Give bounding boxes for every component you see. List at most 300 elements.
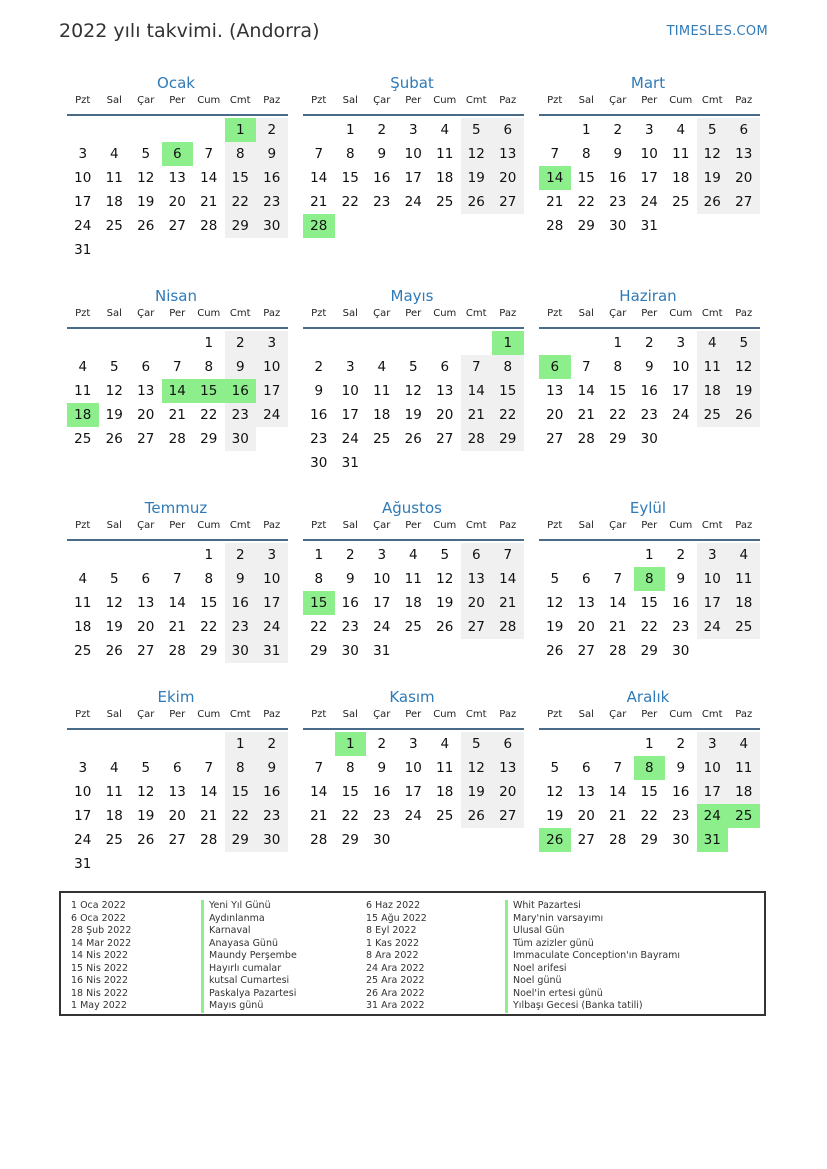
day-cell[interactable]: 1 <box>204 335 214 351</box>
day-cell[interactable]: 6 <box>581 571 591 587</box>
day-cell[interactable]: 14 <box>609 595 627 611</box>
day-cell[interactable]: 20 <box>577 808 595 824</box>
day-cell[interactable]: 7 <box>581 359 591 375</box>
day-cell[interactable]: 14 <box>200 170 218 186</box>
day-cell[interactable]: 25 <box>697 403 729 427</box>
day-cell[interactable]: 6 <box>581 760 591 776</box>
day-cell[interactable]: 17 <box>341 407 359 423</box>
day-cell[interactable]: 24 <box>373 619 391 635</box>
day-cell[interactable]: 29 <box>225 214 257 238</box>
day-cell[interactable]: 2 <box>225 331 257 355</box>
day-cell[interactable]: 8 <box>204 359 214 375</box>
day-cell[interactable]: 6 <box>440 359 450 375</box>
day-cell[interactable]: 11 <box>74 595 92 611</box>
day-cell[interactable]: 11 <box>436 760 454 776</box>
day-cell[interactable]: 2 <box>377 122 387 138</box>
holiday-day-cell[interactable]: 6 <box>539 355 571 379</box>
day-cell[interactable]: 22 <box>341 194 359 210</box>
day-cell[interactable]: 21 <box>546 194 564 210</box>
day-cell[interactable]: 29 <box>492 427 524 451</box>
day-cell[interactable]: 27 <box>577 832 595 848</box>
day-cell[interactable]: 26 <box>137 832 155 848</box>
day-cell[interactable]: 23 <box>225 403 257 427</box>
day-cell[interactable]: 26 <box>461 804 493 828</box>
day-cell[interactable]: 5 <box>440 547 450 563</box>
day-cell[interactable]: 28 <box>546 218 564 234</box>
day-cell[interactable]: 4 <box>440 122 450 138</box>
day-cell[interactable]: 24 <box>256 403 288 427</box>
day-cell[interactable]: 20 <box>436 407 454 423</box>
day-cell[interactable]: 13 <box>137 595 155 611</box>
day-cell[interactable]: 20 <box>728 166 760 190</box>
day-cell[interactable]: 14 <box>310 784 328 800</box>
day-cell[interactable]: 30 <box>310 455 328 471</box>
day-cell[interactable]: 23 <box>225 615 257 639</box>
day-cell[interactable]: 4 <box>697 331 729 355</box>
day-cell[interactable]: 18 <box>728 591 760 615</box>
day-cell[interactable]: 7 <box>204 760 214 776</box>
day-cell[interactable]: 25 <box>373 431 391 447</box>
day-cell[interactable]: 4 <box>440 736 450 752</box>
day-cell[interactable]: 21 <box>609 808 627 824</box>
day-cell[interactable]: 10 <box>640 146 658 162</box>
day-cell[interactable]: 18 <box>436 170 454 186</box>
day-cell[interactable]: 19 <box>461 166 493 190</box>
day-cell[interactable]: 27 <box>168 218 186 234</box>
day-cell[interactable]: 5 <box>550 760 560 776</box>
day-cell[interactable]: 19 <box>461 780 493 804</box>
day-cell[interactable]: 3 <box>408 122 418 138</box>
day-cell[interactable]: 27 <box>577 643 595 659</box>
day-cell[interactable]: 29 <box>225 828 257 852</box>
holiday-day-cell[interactable]: 26 <box>539 828 571 852</box>
day-cell[interactable]: 9 <box>256 142 288 166</box>
day-cell[interactable]: 15 <box>577 170 595 186</box>
day-cell[interactable]: 14 <box>310 170 328 186</box>
day-cell[interactable]: 28 <box>492 615 524 639</box>
day-cell[interactable]: 9 <box>613 146 623 162</box>
holiday-day-cell[interactable]: 18 <box>67 403 99 427</box>
day-cell[interactable]: 19 <box>137 808 155 824</box>
day-cell[interactable]: 27 <box>546 431 564 447</box>
day-cell[interactable]: 13 <box>168 784 186 800</box>
holiday-day-cell[interactable]: 25 <box>728 804 760 828</box>
day-cell[interactable]: 31 <box>640 218 658 234</box>
day-cell[interactable]: 24 <box>672 407 690 423</box>
day-cell[interactable]: 13 <box>492 756 524 780</box>
day-cell[interactable]: 22 <box>225 190 257 214</box>
day-cell[interactable]: 10 <box>74 784 92 800</box>
day-cell[interactable]: 8 <box>314 571 324 587</box>
day-cell[interactable]: 26 <box>137 218 155 234</box>
day-cell[interactable]: 7 <box>314 146 324 162</box>
day-cell[interactable]: 25 <box>436 194 454 210</box>
holiday-day-cell[interactable]: 31 <box>697 828 729 852</box>
day-cell[interactable]: 11 <box>672 146 690 162</box>
day-cell[interactable]: 20 <box>492 166 524 190</box>
day-cell[interactable]: 3 <box>78 760 88 776</box>
day-cell[interactable]: 12 <box>546 595 564 611</box>
day-cell[interactable]: 13 <box>461 567 493 591</box>
day-cell[interactable]: 16 <box>341 595 359 611</box>
day-cell[interactable]: 11 <box>404 571 422 587</box>
day-cell[interactable]: 12 <box>461 756 493 780</box>
day-cell[interactable]: 28 <box>168 431 186 447</box>
day-cell[interactable]: 21 <box>168 619 186 635</box>
day-cell[interactable]: 23 <box>310 431 328 447</box>
day-cell[interactable]: 10 <box>341 383 359 399</box>
day-cell[interactable]: 23 <box>672 619 690 635</box>
day-cell[interactable]: 6 <box>172 760 182 776</box>
day-cell[interactable]: 18 <box>373 407 391 423</box>
day-cell[interactable]: 6 <box>492 118 524 142</box>
day-cell[interactable]: 9 <box>377 146 387 162</box>
day-cell[interactable]: 23 <box>373 808 391 824</box>
day-cell[interactable]: 28 <box>609 643 627 659</box>
day-cell[interactable]: 18 <box>404 595 422 611</box>
day-cell[interactable]: 1 <box>204 547 214 563</box>
day-cell[interactable]: 24 <box>640 194 658 210</box>
day-cell[interactable]: 27 <box>492 804 524 828</box>
day-cell[interactable]: 17 <box>256 591 288 615</box>
day-cell[interactable]: 14 <box>200 784 218 800</box>
day-cell[interactable]: 31 <box>256 639 288 663</box>
day-cell[interactable]: 7 <box>461 355 493 379</box>
day-cell[interactable]: 24 <box>404 194 422 210</box>
day-cell[interactable]: 2 <box>345 547 355 563</box>
holiday-day-cell[interactable]: 14 <box>162 379 194 403</box>
day-cell[interactable]: 11 <box>697 355 729 379</box>
day-cell[interactable]: 21 <box>168 407 186 423</box>
day-cell[interactable]: 17 <box>697 780 729 804</box>
day-cell[interactable]: 16 <box>373 170 391 186</box>
day-cell[interactable]: 10 <box>697 567 729 591</box>
day-cell[interactable]: 13 <box>546 383 564 399</box>
day-cell[interactable]: 29 <box>341 832 359 848</box>
day-cell[interactable]: 5 <box>408 359 418 375</box>
day-cell[interactable]: 29 <box>310 643 328 659</box>
day-cell[interactable]: 17 <box>373 595 391 611</box>
day-cell[interactable]: 6 <box>728 118 760 142</box>
day-cell[interactable]: 4 <box>408 547 418 563</box>
day-cell[interactable]: 16 <box>640 383 658 399</box>
day-cell[interactable]: 9 <box>676 571 686 587</box>
day-cell[interactable]: 22 <box>341 808 359 824</box>
day-cell[interactable]: 31 <box>373 643 391 659</box>
day-cell[interactable]: 31 <box>74 242 92 258</box>
day-cell[interactable]: 25 <box>105 832 123 848</box>
day-cell[interactable]: 20 <box>461 591 493 615</box>
holiday-day-cell[interactable]: 6 <box>162 142 194 166</box>
day-cell[interactable]: 27 <box>492 190 524 214</box>
day-cell[interactable]: 25 <box>404 619 422 635</box>
day-cell[interactable]: 6 <box>461 543 493 567</box>
day-cell[interactable]: 17 <box>672 383 690 399</box>
day-cell[interactable]: 25 <box>74 643 92 659</box>
day-cell[interactable]: 10 <box>74 170 92 186</box>
day-cell[interactable]: 3 <box>644 122 654 138</box>
day-cell[interactable]: 5 <box>109 359 119 375</box>
day-cell[interactable]: 21 <box>461 403 493 427</box>
day-cell[interactable]: 4 <box>78 571 88 587</box>
day-cell[interactable]: 10 <box>256 355 288 379</box>
day-cell[interactable]: 26 <box>697 190 729 214</box>
day-cell[interactable]: 19 <box>436 595 454 611</box>
day-cell[interactable]: 28 <box>200 218 218 234</box>
day-cell[interactable]: 26 <box>404 431 422 447</box>
day-cell[interactable]: 25 <box>672 194 690 210</box>
day-cell[interactable]: 1 <box>225 732 257 756</box>
day-cell[interactable]: 15 <box>640 595 658 611</box>
day-cell[interactable]: 23 <box>341 619 359 635</box>
day-cell[interactable]: 25 <box>105 218 123 234</box>
day-cell[interactable]: 5 <box>141 760 151 776</box>
day-cell[interactable]: 14 <box>492 567 524 591</box>
day-cell[interactable]: 28 <box>200 832 218 848</box>
day-cell[interactable]: 26 <box>105 431 123 447</box>
day-cell[interactable]: 30 <box>672 643 690 659</box>
day-cell[interactable]: 28 <box>168 643 186 659</box>
day-cell[interactable]: 6 <box>141 359 151 375</box>
day-cell[interactable]: 30 <box>256 828 288 852</box>
day-cell[interactable]: 9 <box>644 359 654 375</box>
day-cell[interactable]: 27 <box>137 643 155 659</box>
day-cell[interactable]: 21 <box>492 591 524 615</box>
day-cell[interactable]: 12 <box>105 383 123 399</box>
day-cell[interactable]: 29 <box>640 832 658 848</box>
day-cell[interactable]: 17 <box>74 194 92 210</box>
day-cell[interactable]: 4 <box>377 359 387 375</box>
day-cell[interactable]: 18 <box>728 780 760 804</box>
day-cell[interactable]: 20 <box>577 619 595 635</box>
day-cell[interactable]: 9 <box>377 760 387 776</box>
day-cell[interactable]: 30 <box>609 218 627 234</box>
day-cell[interactable]: 12 <box>404 383 422 399</box>
day-cell[interactable]: 27 <box>137 431 155 447</box>
day-cell[interactable]: 2 <box>225 543 257 567</box>
day-cell[interactable]: 19 <box>105 407 123 423</box>
holiday-day-cell[interactable]: 1 <box>335 732 367 756</box>
day-cell[interactable]: 3 <box>78 146 88 162</box>
day-cell[interactable]: 12 <box>436 571 454 587</box>
day-cell[interactable]: 21 <box>577 407 595 423</box>
day-cell[interactable]: 1 <box>644 547 654 563</box>
day-cell[interactable]: 12 <box>697 142 729 166</box>
day-cell[interactable]: 26 <box>105 643 123 659</box>
day-cell[interactable]: 30 <box>373 832 391 848</box>
holiday-day-cell[interactable]: 8 <box>634 756 666 780</box>
day-cell[interactable]: 4 <box>728 543 760 567</box>
day-cell[interactable]: 10 <box>373 571 391 587</box>
day-cell[interactable]: 5 <box>550 571 560 587</box>
day-cell[interactable]: 14 <box>461 379 493 403</box>
day-cell[interactable]: 23 <box>256 190 288 214</box>
day-cell[interactable]: 13 <box>577 595 595 611</box>
day-cell[interactable]: 27 <box>168 832 186 848</box>
day-cell[interactable]: 7 <box>613 760 623 776</box>
day-cell[interactable]: 17 <box>256 379 288 403</box>
day-cell[interactable]: 18 <box>105 808 123 824</box>
day-cell[interactable]: 17 <box>74 808 92 824</box>
day-cell[interactable]: 28 <box>310 832 328 848</box>
day-cell[interactable]: 21 <box>200 808 218 824</box>
day-cell[interactable]: 4 <box>109 146 119 162</box>
day-cell[interactable]: 3 <box>256 543 288 567</box>
day-cell[interactable]: 9 <box>225 355 257 379</box>
day-cell[interactable]: 7 <box>172 571 182 587</box>
day-cell[interactable]: 8 <box>204 571 214 587</box>
day-cell[interactable]: 11 <box>105 170 123 186</box>
holiday-day-cell[interactable]: 15 <box>193 379 225 403</box>
day-cell[interactable]: 28 <box>461 427 493 451</box>
day-cell[interactable]: 13 <box>137 383 155 399</box>
day-cell[interactable]: 7 <box>613 571 623 587</box>
day-cell[interactable]: 20 <box>137 619 155 635</box>
day-cell[interactable]: 16 <box>672 595 690 611</box>
day-cell[interactable]: 26 <box>461 190 493 214</box>
day-cell[interactable]: 9 <box>345 571 355 587</box>
day-cell[interactable]: 25 <box>436 808 454 824</box>
day-cell[interactable]: 22 <box>577 194 595 210</box>
day-cell[interactable]: 15 <box>640 784 658 800</box>
day-cell[interactable]: 21 <box>200 194 218 210</box>
day-cell[interactable]: 12 <box>728 355 760 379</box>
day-cell[interactable]: 8 <box>225 142 257 166</box>
day-cell[interactable]: 5 <box>461 118 493 142</box>
day-cell[interactable]: 14 <box>168 595 186 611</box>
day-cell[interactable]: 30 <box>341 643 359 659</box>
day-cell[interactable]: 12 <box>105 595 123 611</box>
day-cell[interactable]: 26 <box>546 643 564 659</box>
day-cell[interactable]: 14 <box>577 383 595 399</box>
day-cell[interactable]: 18 <box>672 170 690 186</box>
day-cell[interactable]: 4 <box>78 359 88 375</box>
day-cell[interactable]: 19 <box>404 407 422 423</box>
day-cell[interactable]: 29 <box>577 218 595 234</box>
day-cell[interactable]: 20 <box>168 808 186 824</box>
holiday-day-cell[interactable]: 1 <box>225 118 257 142</box>
day-cell[interactable]: 16 <box>225 591 257 615</box>
day-cell[interactable]: 24 <box>697 615 729 639</box>
day-cell[interactable]: 28 <box>609 832 627 848</box>
day-cell[interactable]: 7 <box>204 146 214 162</box>
day-cell[interactable]: 21 <box>609 619 627 635</box>
day-cell[interactable]: 19 <box>697 166 729 190</box>
day-cell[interactable]: 13 <box>168 170 186 186</box>
day-cell[interactable]: 17 <box>404 170 422 186</box>
day-cell[interactable]: 22 <box>310 619 328 635</box>
day-cell[interactable]: 2 <box>644 335 654 351</box>
day-cell[interactable]: 18 <box>74 619 92 635</box>
day-cell[interactable]: 31 <box>341 455 359 471</box>
day-cell[interactable]: 17 <box>640 170 658 186</box>
day-cell[interactable]: 29 <box>640 643 658 659</box>
day-cell[interactable]: 18 <box>105 194 123 210</box>
day-cell[interactable]: 24 <box>256 615 288 639</box>
day-cell[interactable]: 18 <box>436 784 454 800</box>
day-cell[interactable]: 1 <box>613 335 623 351</box>
day-cell[interactable]: 6 <box>141 571 151 587</box>
day-cell[interactable]: 4 <box>109 760 119 776</box>
day-cell[interactable]: 13 <box>577 784 595 800</box>
day-cell[interactable]: 7 <box>314 760 324 776</box>
day-cell[interactable]: 29 <box>200 643 218 659</box>
day-cell[interactable]: 27 <box>436 431 454 447</box>
day-cell[interactable]: 24 <box>74 832 92 848</box>
day-cell[interactable]: 26 <box>436 619 454 635</box>
day-cell[interactable]: 11 <box>74 383 92 399</box>
day-cell[interactable]: 3 <box>697 732 729 756</box>
day-cell[interactable]: 5 <box>109 571 119 587</box>
holiday-day-cell[interactable]: 16 <box>225 379 257 403</box>
day-cell[interactable]: 5 <box>728 331 760 355</box>
day-cell[interactable]: 20 <box>492 780 524 804</box>
day-cell[interactable]: 22 <box>200 407 218 423</box>
day-cell[interactable]: 23 <box>373 194 391 210</box>
day-cell[interactable]: 2 <box>676 547 686 563</box>
holiday-day-cell[interactable]: 1 <box>492 331 524 355</box>
day-cell[interactable]: 7 <box>492 543 524 567</box>
day-cell[interactable]: 8 <box>225 756 257 780</box>
day-cell[interactable]: 24 <box>74 218 92 234</box>
day-cell[interactable]: 23 <box>640 407 658 423</box>
day-cell[interactable]: 22 <box>200 619 218 635</box>
day-cell[interactable]: 10 <box>256 567 288 591</box>
day-cell[interactable]: 19 <box>728 379 760 403</box>
day-cell[interactable]: 9 <box>256 756 288 780</box>
day-cell[interactable]: 8 <box>492 355 524 379</box>
day-cell[interactable]: 16 <box>256 780 288 804</box>
day-cell[interactable]: 12 <box>137 170 155 186</box>
day-cell[interactable]: 12 <box>546 784 564 800</box>
day-cell[interactable]: 20 <box>168 194 186 210</box>
day-cell[interactable]: 2 <box>377 736 387 752</box>
day-cell[interactable]: 25 <box>74 431 92 447</box>
day-cell[interactable]: 20 <box>546 407 564 423</box>
day-cell[interactable]: 19 <box>546 808 564 824</box>
day-cell[interactable]: 3 <box>377 547 387 563</box>
day-cell[interactable]: 11 <box>728 567 760 591</box>
holiday-day-cell[interactable]: 24 <box>697 804 729 828</box>
day-cell[interactable]: 28 <box>577 431 595 447</box>
day-cell[interactable]: 5 <box>141 146 151 162</box>
day-cell[interactable]: 27 <box>728 190 760 214</box>
day-cell[interactable]: 15 <box>225 166 257 190</box>
day-cell[interactable]: 1 <box>314 547 324 563</box>
day-cell[interactable]: 1 <box>644 736 654 752</box>
day-cell[interactable]: 21 <box>310 808 328 824</box>
day-cell[interactable]: 9 <box>676 760 686 776</box>
holiday-day-cell[interactable]: 15 <box>303 591 335 615</box>
day-cell[interactable]: 23 <box>672 808 690 824</box>
day-cell[interactable]: 5 <box>461 732 493 756</box>
day-cell[interactable]: 8 <box>613 359 623 375</box>
day-cell[interactable]: 23 <box>256 804 288 828</box>
holiday-day-cell[interactable]: 28 <box>303 214 335 238</box>
day-cell[interactable]: 2 <box>314 359 324 375</box>
day-cell[interactable]: 29 <box>200 431 218 447</box>
day-cell[interactable]: 2 <box>256 118 288 142</box>
day-cell[interactable]: 3 <box>697 543 729 567</box>
day-cell[interactable]: 16 <box>310 407 328 423</box>
day-cell[interactable]: 9 <box>225 567 257 591</box>
day-cell[interactable]: 15 <box>609 383 627 399</box>
day-cell[interactable]: 30 <box>225 639 257 663</box>
day-cell[interactable]: 19 <box>546 619 564 635</box>
day-cell[interactable]: 3 <box>345 359 355 375</box>
day-cell[interactable]: 14 <box>609 784 627 800</box>
day-cell[interactable]: 22 <box>225 804 257 828</box>
